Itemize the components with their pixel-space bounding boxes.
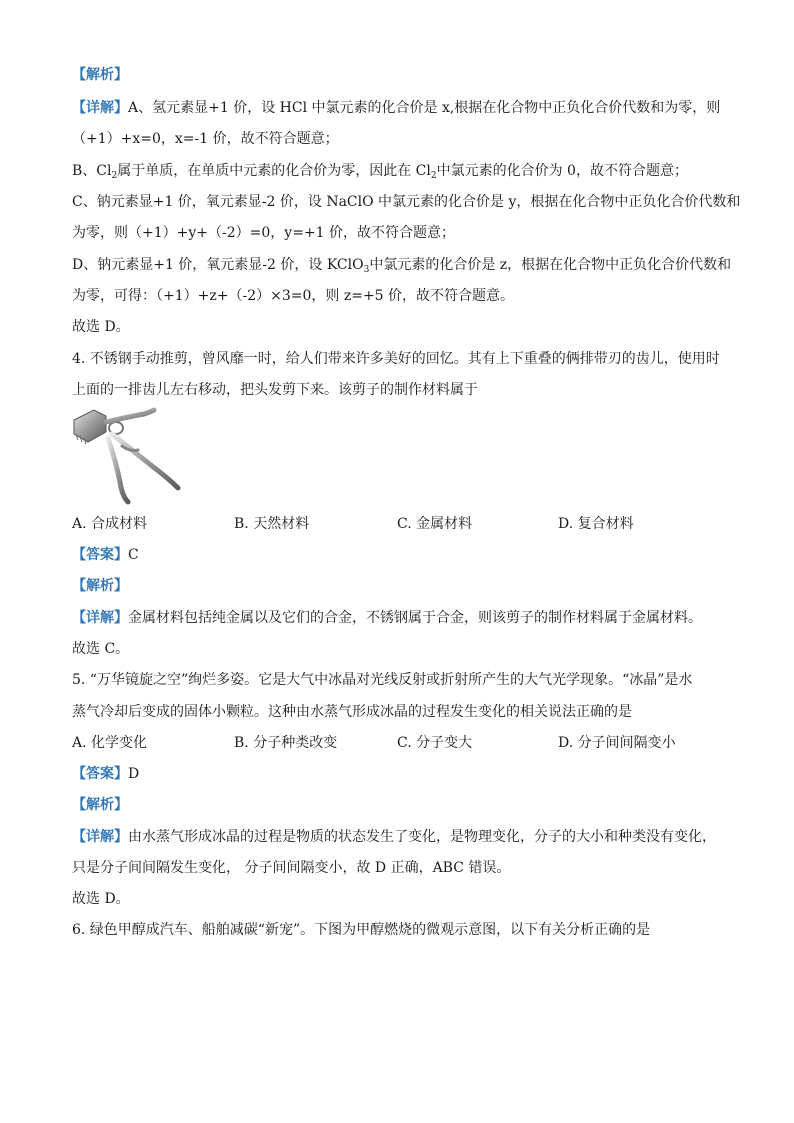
- q3-sub-3: 3: [363, 265, 370, 275]
- q4-detail-tag: 【详解】: [72, 610, 128, 626]
- q4-answer-tag: 【答案】: [72, 547, 128, 563]
- q3-detail-line-6: [72, 255, 731, 275]
- q3-text-6a: D、钠元素显+1 价，氧元素显-2 价，设 KClO: [72, 257, 364, 273]
- q3-detail-line-7: 为零，可得：（+1）+z+（-2）×3=0，则 z=+5 价，故不符合题意。: [72, 288, 515, 304]
- q4-option-a: A. 合成材料: [72, 516, 148, 532]
- q5-answer-tag: 【答案】: [72, 766, 128, 782]
- q3-detail-tag: 【详解】: [72, 100, 128, 116]
- q5-option-b: B. 分子种类改变: [234, 735, 338, 751]
- q5-option-a: A. 化学变化: [72, 735, 148, 751]
- q3-conclusion: 故选 D。: [72, 319, 130, 335]
- q4-option-d: D. 复合材料: [558, 516, 634, 532]
- q3-text-3c: 中氯元素的化合价为 0，故不符合题意；: [436, 163, 688, 179]
- q5-conclusion: 故选 D。: [72, 891, 130, 907]
- q5-analysis-tag: 【解析】: [72, 797, 128, 813]
- q4-detail: 金属材料包括纯金属以及它们的合金，不锈钢属于合金，则该剪子的制作材料属于金属材料。: [128, 610, 702, 626]
- q5-detail-line-1: [72, 827, 716, 847]
- q4-stem-2: 上面的一排齿儿左右移动，把头发剪下来。该剪子的制作材料属于: [72, 382, 478, 398]
- q5-answer-line: [72, 764, 139, 784]
- q3-detail-line-1: [72, 98, 720, 118]
- q3-detail-line-4: C、钠元素显+1 价，氧元素显-2 价，设 NaClO 中氯元素的化合价是 y，根据在化合物中正负化合价代数和: [72, 194, 741, 210]
- q4-detail-line: [72, 608, 702, 628]
- q3-text-3b: 属于单质，在单质中元素的化合价为零，因此在 Cl: [117, 163, 431, 179]
- q5-detail-1: 由水蒸气形成冰晶的过程是物质的状态发生了变化，是物理变化，分子的大小和种类没有变化，: [128, 829, 716, 845]
- q4-stem-1: 4. 不锈钢手动推剪，曾风靡一时，给人们带来许多美好的回忆。其有上下重叠的俩排带刃的齿儿，使用时: [72, 351, 720, 367]
- q5-option-c: C. 分子变大: [397, 735, 473, 751]
- q3-sub-1: 2: [111, 171, 118, 181]
- q4-option-c: C. 金属材料: [397, 516, 473, 532]
- q3-text-6b: 中氯元素的化合价是 z，根据在化合物中正负化合价代数和: [369, 257, 732, 273]
- q3-analysis-tag: 【解析】: [72, 67, 128, 83]
- q4-answer-line: [72, 545, 139, 565]
- q5-detail-line-2: 只是分子间间隔发生变化， 分子间间隔变小，故 D 正确，ABC 错误。: [72, 860, 511, 876]
- q3-sub-2: 2: [430, 171, 437, 181]
- q4-option-b: B. 天然材料: [234, 516, 310, 532]
- q6-stem: 6. 绿色甲醇成汽车、船舶减碳“新宠”。下图为甲醇燃烧的微观示意图，以下有关分析正确的是: [72, 922, 651, 938]
- q3-detail-line-3: [72, 161, 688, 181]
- q3-detail-line-2: （+1）+x=0，x=-1 价，故不符合题意；: [72, 131, 339, 147]
- q3-text-3a: B、Cl: [72, 163, 112, 179]
- hair-clipper-image: [72, 406, 184, 506]
- q4-conclusion: 故选 C。: [72, 641, 130, 657]
- q4-answer: C: [128, 547, 139, 563]
- q5-option-d: D. 分子间间隔变小: [558, 735, 676, 751]
- q4-analysis-tag: 【解析】: [72, 578, 128, 594]
- q5-stem-1: 5. “万华镜旋之空”绚烂多姿。它是大气中冰晶对光线反射或折射所产生的大气光学现象。“冰晶”是水: [72, 672, 693, 688]
- q3-text-1: A、氢元素显+1 价，设 HCl 中氯元素的化合价是 x,根据在化合物中正负化合价代数和为零，则: [128, 100, 721, 116]
- q5-answer: D: [128, 766, 140, 782]
- q3-detail-line-5: 为零，则（+1）+y+（-2）=0，y=+1 价，故不符合题意；: [72, 225, 456, 241]
- q5-stem-2: 蒸气冷却后变成的固体小颗粒。这种由水蒸气形成冰晶的过程发生变化的相关说法正确的是: [72, 704, 632, 720]
- q5-detail-tag: 【详解】: [72, 829, 128, 845]
